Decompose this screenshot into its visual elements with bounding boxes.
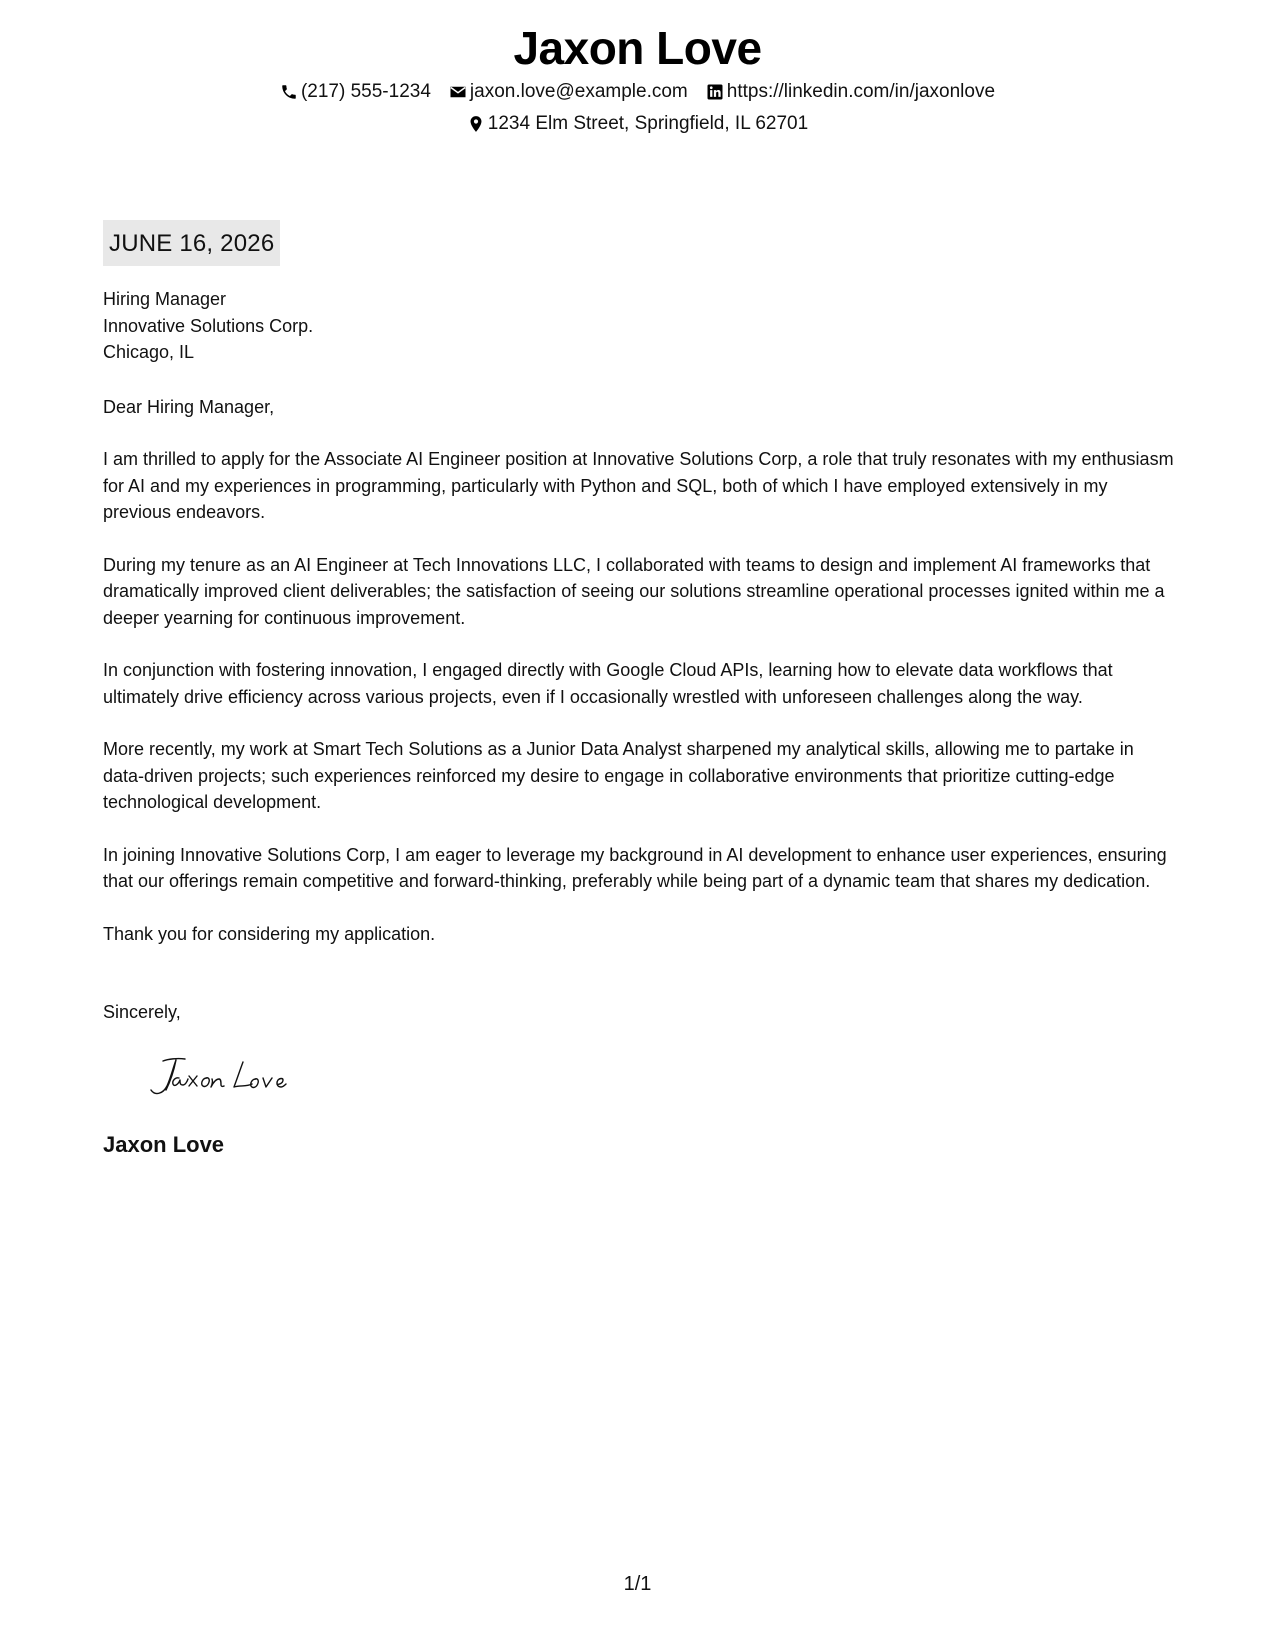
email-contact[interactable] <box>449 80 688 104</box>
address-contact <box>467 112 808 136</box>
letter-header <box>0 20 1275 136</box>
email-text[interactable]: jaxon.love@example.com <box>469 81 688 102</box>
phone-text: (217) 555-1234 <box>300 81 431 102</box>
linkedin-contact[interactable] <box>706 80 995 104</box>
applicant-name: Jaxon Love <box>513 22 762 74</box>
address-row <box>0 112 1275 136</box>
letter-date: JUNE 16, 2026 <box>103 220 280 266</box>
salutation: Dear Hiring Manager, <box>103 396 275 417</box>
body-paragraph: In conjunction with fostering innovation, I engaged directly with Google Cloud APIs, learning how to elevate data workflows that ultimately drive efficiency across various projects, even if I occasionally wrestled with unforeseen challenges along the way. <box>103 660 1113 707</box>
body-paragraph: Thank you for considering my application. <box>103 923 436 944</box>
signer-name: Jaxon Love <box>103 1132 225 1157</box>
recipient-block <box>103 286 1175 366</box>
linkedin-icon <box>706 83 724 101</box>
envelope-icon <box>449 83 467 101</box>
closing: Sincerely, <box>103 1002 181 1022</box>
body-paragraph: In joining Innovative Solutions Corp, I am eager to leverage my background in AI development to enhance user experiences, ensuring that our offerings remain competitive and forward-thinking, preferably while being part of a dynamic team that shares my dedication. <box>103 844 1167 891</box>
body-paragraph: More recently, my work at Smart Tech Solutions as a Junior Data Analyst sharpened my analytical skills, allowing me to partake in data-driven projects; such experiences reinforced my desire to engage in collaborative environments that prioritize cutting-edge technological development. <box>103 739 1134 812</box>
address-text: 1234 Elm Street, Springfield, IL 62701 <box>487 113 809 134</box>
page-number: 1/1 <box>623 1573 652 1595</box>
handwritten-signature <box>145 1052 325 1102</box>
recipient-title: Hiring Manager <box>103 289 227 309</box>
contact-row <box>0 80 1275 104</box>
recipient-location: Chicago, IL <box>103 342 195 362</box>
body-paragraph: During my tenure as an AI Engineer at Tech Innovations LLC, I collaborated with teams to design and implement AI frameworks that dramatically improved client deliverables; the satisfaction of seeing our solutions streamline operational processes ignited within me a deeper yearning for continuous improvement. <box>103 554 1165 628</box>
phone-icon <box>280 83 298 101</box>
recipient-company: Innovative Solutions Corp. <box>103 315 314 336</box>
letter-body <box>103 286 1175 1159</box>
linkedin-text[interactable]: https://linkedin.com/in/jaxonlove <box>726 81 996 102</box>
map-pin-icon <box>467 115 485 133</box>
body-paragraph: I am thrilled to apply for the Associate AI Engineer position at Innovative Solutions Corp, a role that truly resonates with my enthusiasm for AI and my experiences in programming, particularly with Python and SQL, both of which I have employed extensively in my previous endeavors. <box>103 449 1174 522</box>
phone-contact <box>280 80 431 104</box>
